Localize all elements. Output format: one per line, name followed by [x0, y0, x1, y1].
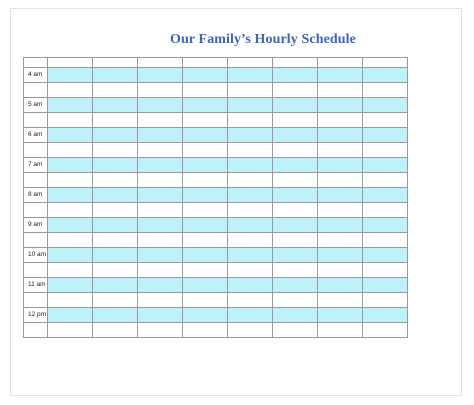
time-label [24, 58, 48, 68]
schedule-cell[interactable] [93, 173, 138, 188]
schedule-table [23, 57, 408, 338]
schedule-cell[interactable] [48, 323, 93, 338]
schedule-cell[interactable] [183, 323, 228, 338]
schedule-cell[interactable] [183, 263, 228, 278]
schedule-cell[interactable] [48, 98, 93, 113]
time-label: 10 am [24, 248, 48, 263]
schedule-cell[interactable] [138, 113, 183, 128]
schedule-cell[interactable] [138, 323, 183, 338]
schedule-cell[interactable] [228, 143, 273, 158]
schedule-cell[interactable] [318, 188, 363, 203]
schedule-cell[interactable] [93, 323, 138, 338]
schedule-cell[interactable] [48, 278, 93, 293]
half-hour-row [24, 83, 408, 98]
schedule-cell[interactable] [228, 113, 273, 128]
schedule-cell[interactable] [273, 203, 318, 218]
hour-row [24, 128, 408, 143]
schedule-cell[interactable] [318, 158, 363, 173]
time-label: 8 am [24, 188, 48, 203]
schedule-cell[interactable] [183, 203, 228, 218]
schedule-cell[interactable] [318, 248, 363, 263]
schedule-cell[interactable] [183, 158, 228, 173]
schedule-cell[interactable] [93, 188, 138, 203]
schedule-cell[interactable] [363, 203, 408, 218]
schedule-cell[interactable] [273, 83, 318, 98]
schedule-cell[interactable] [183, 128, 228, 143]
hour-row [24, 248, 408, 263]
hour-row [24, 218, 408, 233]
schedule-cell[interactable] [273, 263, 318, 278]
schedule-cell[interactable] [273, 308, 318, 323]
schedule-cell[interactable] [318, 68, 363, 83]
schedule-cell[interactable] [363, 143, 408, 158]
half-hour-row [24, 263, 408, 278]
schedule-cell[interactable] [273, 278, 318, 293]
time-label: 11 am [24, 278, 48, 293]
schedule-cell[interactable] [183, 143, 228, 158]
schedule-cell[interactable] [318, 218, 363, 233]
schedule-cell[interactable] [273, 113, 318, 128]
time-label [24, 83, 48, 98]
schedule-cell[interactable] [228, 188, 273, 203]
schedule-cell[interactable] [363, 68, 408, 83]
schedule-cell[interactable] [93, 113, 138, 128]
schedule-cell[interactable] [93, 248, 138, 263]
schedule-cell[interactable] [273, 68, 318, 83]
schedule-cell[interactable] [273, 128, 318, 143]
schedule-cell[interactable] [228, 218, 273, 233]
schedule-cell[interactable] [93, 293, 138, 308]
schedule-cell[interactable] [228, 323, 273, 338]
hour-row [24, 158, 408, 173]
half-hour-row [24, 293, 408, 308]
schedule-cell[interactable] [363, 188, 408, 203]
schedule-cell[interactable] [48, 58, 93, 68]
schedule-cell[interactable] [138, 188, 183, 203]
time-label [24, 113, 48, 128]
schedule-cell[interactable] [93, 98, 138, 113]
schedule-cell[interactable] [138, 128, 183, 143]
schedule-cell[interactable] [318, 113, 363, 128]
schedule-cell[interactable] [318, 308, 363, 323]
schedule-cell[interactable] [228, 308, 273, 323]
schedule-cell[interactable] [183, 83, 228, 98]
schedule-cell[interactable] [48, 188, 93, 203]
time-label: 9 am [24, 218, 48, 233]
half-hour-row [24, 323, 408, 338]
schedule-cell[interactable] [363, 58, 408, 68]
schedule-cell[interactable] [93, 128, 138, 143]
schedule-cell[interactable] [183, 218, 228, 233]
schedule-cell[interactable] [93, 263, 138, 278]
hour-row [24, 278, 408, 293]
schedule-cell[interactable] [93, 203, 138, 218]
schedule-cell[interactable] [363, 233, 408, 248]
schedule-cell[interactable] [138, 233, 183, 248]
schedule-cell[interactable] [273, 218, 318, 233]
schedule-cell[interactable] [228, 58, 273, 68]
half-hour-row [24, 143, 408, 158]
schedule-cell[interactable] [93, 233, 138, 248]
schedule-cell[interactable] [363, 248, 408, 263]
schedule-cell[interactable] [138, 308, 183, 323]
schedule-cell[interactable] [228, 173, 273, 188]
hour-row [24, 188, 408, 203]
schedule-cell[interactable] [93, 158, 138, 173]
schedule-cell[interactable] [273, 293, 318, 308]
page-title: Our Family’s Hourly Schedule [170, 32, 356, 47]
schedule-cell[interactable] [48, 248, 93, 263]
schedule-cell[interactable] [138, 83, 183, 98]
time-label [24, 263, 48, 278]
schedule-cell[interactable] [93, 58, 138, 68]
schedule-cell[interactable] [183, 98, 228, 113]
schedule-cell[interactable] [48, 233, 93, 248]
schedule-cell[interactable] [273, 158, 318, 173]
schedule-cell[interactable] [93, 308, 138, 323]
schedule-cell[interactable] [318, 83, 363, 98]
schedule-cell[interactable] [48, 128, 93, 143]
schedule-cell[interactable] [48, 203, 93, 218]
schedule-cell[interactable] [48, 293, 93, 308]
schedule-cell[interactable] [48, 218, 93, 233]
schedule-cell[interactable] [318, 323, 363, 338]
schedule-cell[interactable] [273, 248, 318, 263]
schedule-cell[interactable] [48, 308, 93, 323]
schedule-cell[interactable] [48, 68, 93, 83]
schedule-cell[interactable] [318, 173, 363, 188]
time-label: 12 pm [24, 308, 48, 323]
schedule-cell[interactable] [363, 98, 408, 113]
schedule-cell[interactable] [363, 218, 408, 233]
schedule-cell[interactable] [318, 233, 363, 248]
half-hour-row [24, 203, 408, 218]
time-label [24, 293, 48, 308]
schedule-cell[interactable] [183, 113, 228, 128]
schedule-cell[interactable] [228, 293, 273, 308]
schedule-cell[interactable] [363, 293, 408, 308]
schedule-cell[interactable] [93, 278, 138, 293]
schedule-cell[interactable] [273, 98, 318, 113]
schedule-cell[interactable] [48, 158, 93, 173]
schedule-cell[interactable] [273, 323, 318, 338]
schedule-cell[interactable] [138, 143, 183, 158]
time-label: 5 am [24, 98, 48, 113]
time-label: 4 am [24, 68, 48, 83]
schedule-cell[interactable] [48, 173, 93, 188]
schedule-cell[interactable] [273, 233, 318, 248]
schedule-cell[interactable] [138, 173, 183, 188]
half-hour-row [24, 173, 408, 188]
time-label [24, 233, 48, 248]
schedule-cell[interactable] [228, 83, 273, 98]
schedule-cell[interactable] [363, 278, 408, 293]
schedule-cell[interactable] [183, 58, 228, 68]
time-label [24, 203, 48, 218]
schedule-cell[interactable] [273, 188, 318, 203]
schedule-cell[interactable] [363, 83, 408, 98]
schedule-cell[interactable] [318, 263, 363, 278]
schedule-cell[interactable] [93, 143, 138, 158]
schedule-cell[interactable] [183, 248, 228, 263]
schedule-cell[interactable] [363, 158, 408, 173]
header-row [24, 58, 408, 68]
schedule-cell[interactable] [228, 128, 273, 143]
schedule-cell[interactable] [318, 293, 363, 308]
schedule-cell[interactable] [363, 308, 408, 323]
schedule-cell[interactable] [138, 263, 183, 278]
schedule-cell[interactable] [273, 173, 318, 188]
schedule-cell[interactable] [138, 218, 183, 233]
schedule-cell[interactable] [138, 58, 183, 68]
schedule-cell[interactable] [318, 128, 363, 143]
schedule-cell[interactable] [228, 278, 273, 293]
schedule-cell[interactable] [363, 173, 408, 188]
schedule-cell[interactable] [48, 113, 93, 128]
schedule-cell[interactable] [363, 323, 408, 338]
schedule-cell[interactable] [228, 233, 273, 248]
half-hour-row [24, 113, 408, 128]
hour-row [24, 308, 408, 323]
schedule-cell[interactable] [183, 293, 228, 308]
schedule-cell[interactable] [228, 158, 273, 173]
schedule-cell[interactable] [228, 248, 273, 263]
time-label: 6 am [24, 128, 48, 143]
schedule-cell[interactable] [93, 218, 138, 233]
schedule-cell[interactable] [183, 188, 228, 203]
schedule-cell[interactable] [318, 278, 363, 293]
schedule-cell[interactable] [228, 98, 273, 113]
schedule-cell[interactable] [138, 203, 183, 218]
schedule-cell[interactable] [138, 68, 183, 83]
schedule-cell[interactable] [318, 58, 363, 68]
schedule-cell[interactable] [228, 263, 273, 278]
schedule-cell[interactable] [183, 278, 228, 293]
schedule-cell[interactable] [183, 308, 228, 323]
schedule-cell[interactable] [273, 143, 318, 158]
time-label [24, 323, 48, 338]
schedule-cell[interactable] [363, 113, 408, 128]
schedule-cell[interactable] [228, 203, 273, 218]
schedule-cell[interactable] [318, 98, 363, 113]
schedule-cell[interactable] [138, 248, 183, 263]
schedule-cell[interactable] [183, 68, 228, 83]
schedule-cell[interactable] [138, 293, 183, 308]
time-label: 7 am [24, 158, 48, 173]
schedule-cell[interactable] [93, 83, 138, 98]
schedule-cell[interactable] [183, 233, 228, 248]
hour-row [24, 68, 408, 83]
schedule-cell[interactable] [363, 128, 408, 143]
schedule-cell[interactable] [318, 143, 363, 158]
schedule-cell[interactable] [183, 173, 228, 188]
schedule-cell[interactable] [318, 203, 363, 218]
schedule-cell[interactable] [48, 263, 93, 278]
schedule-cell[interactable] [93, 68, 138, 83]
hour-row [24, 98, 408, 113]
schedule-cell[interactable] [48, 143, 93, 158]
schedule-cell[interactable] [138, 278, 183, 293]
schedule-cell[interactable] [228, 68, 273, 83]
schedule-cell[interactable] [48, 83, 93, 98]
schedule-cell[interactable] [138, 158, 183, 173]
schedule-cell[interactable] [363, 263, 408, 278]
half-hour-row [24, 233, 408, 248]
schedule-cell[interactable] [273, 58, 318, 68]
time-label [24, 143, 48, 158]
time-label [24, 173, 48, 188]
schedule-cell[interactable] [138, 98, 183, 113]
